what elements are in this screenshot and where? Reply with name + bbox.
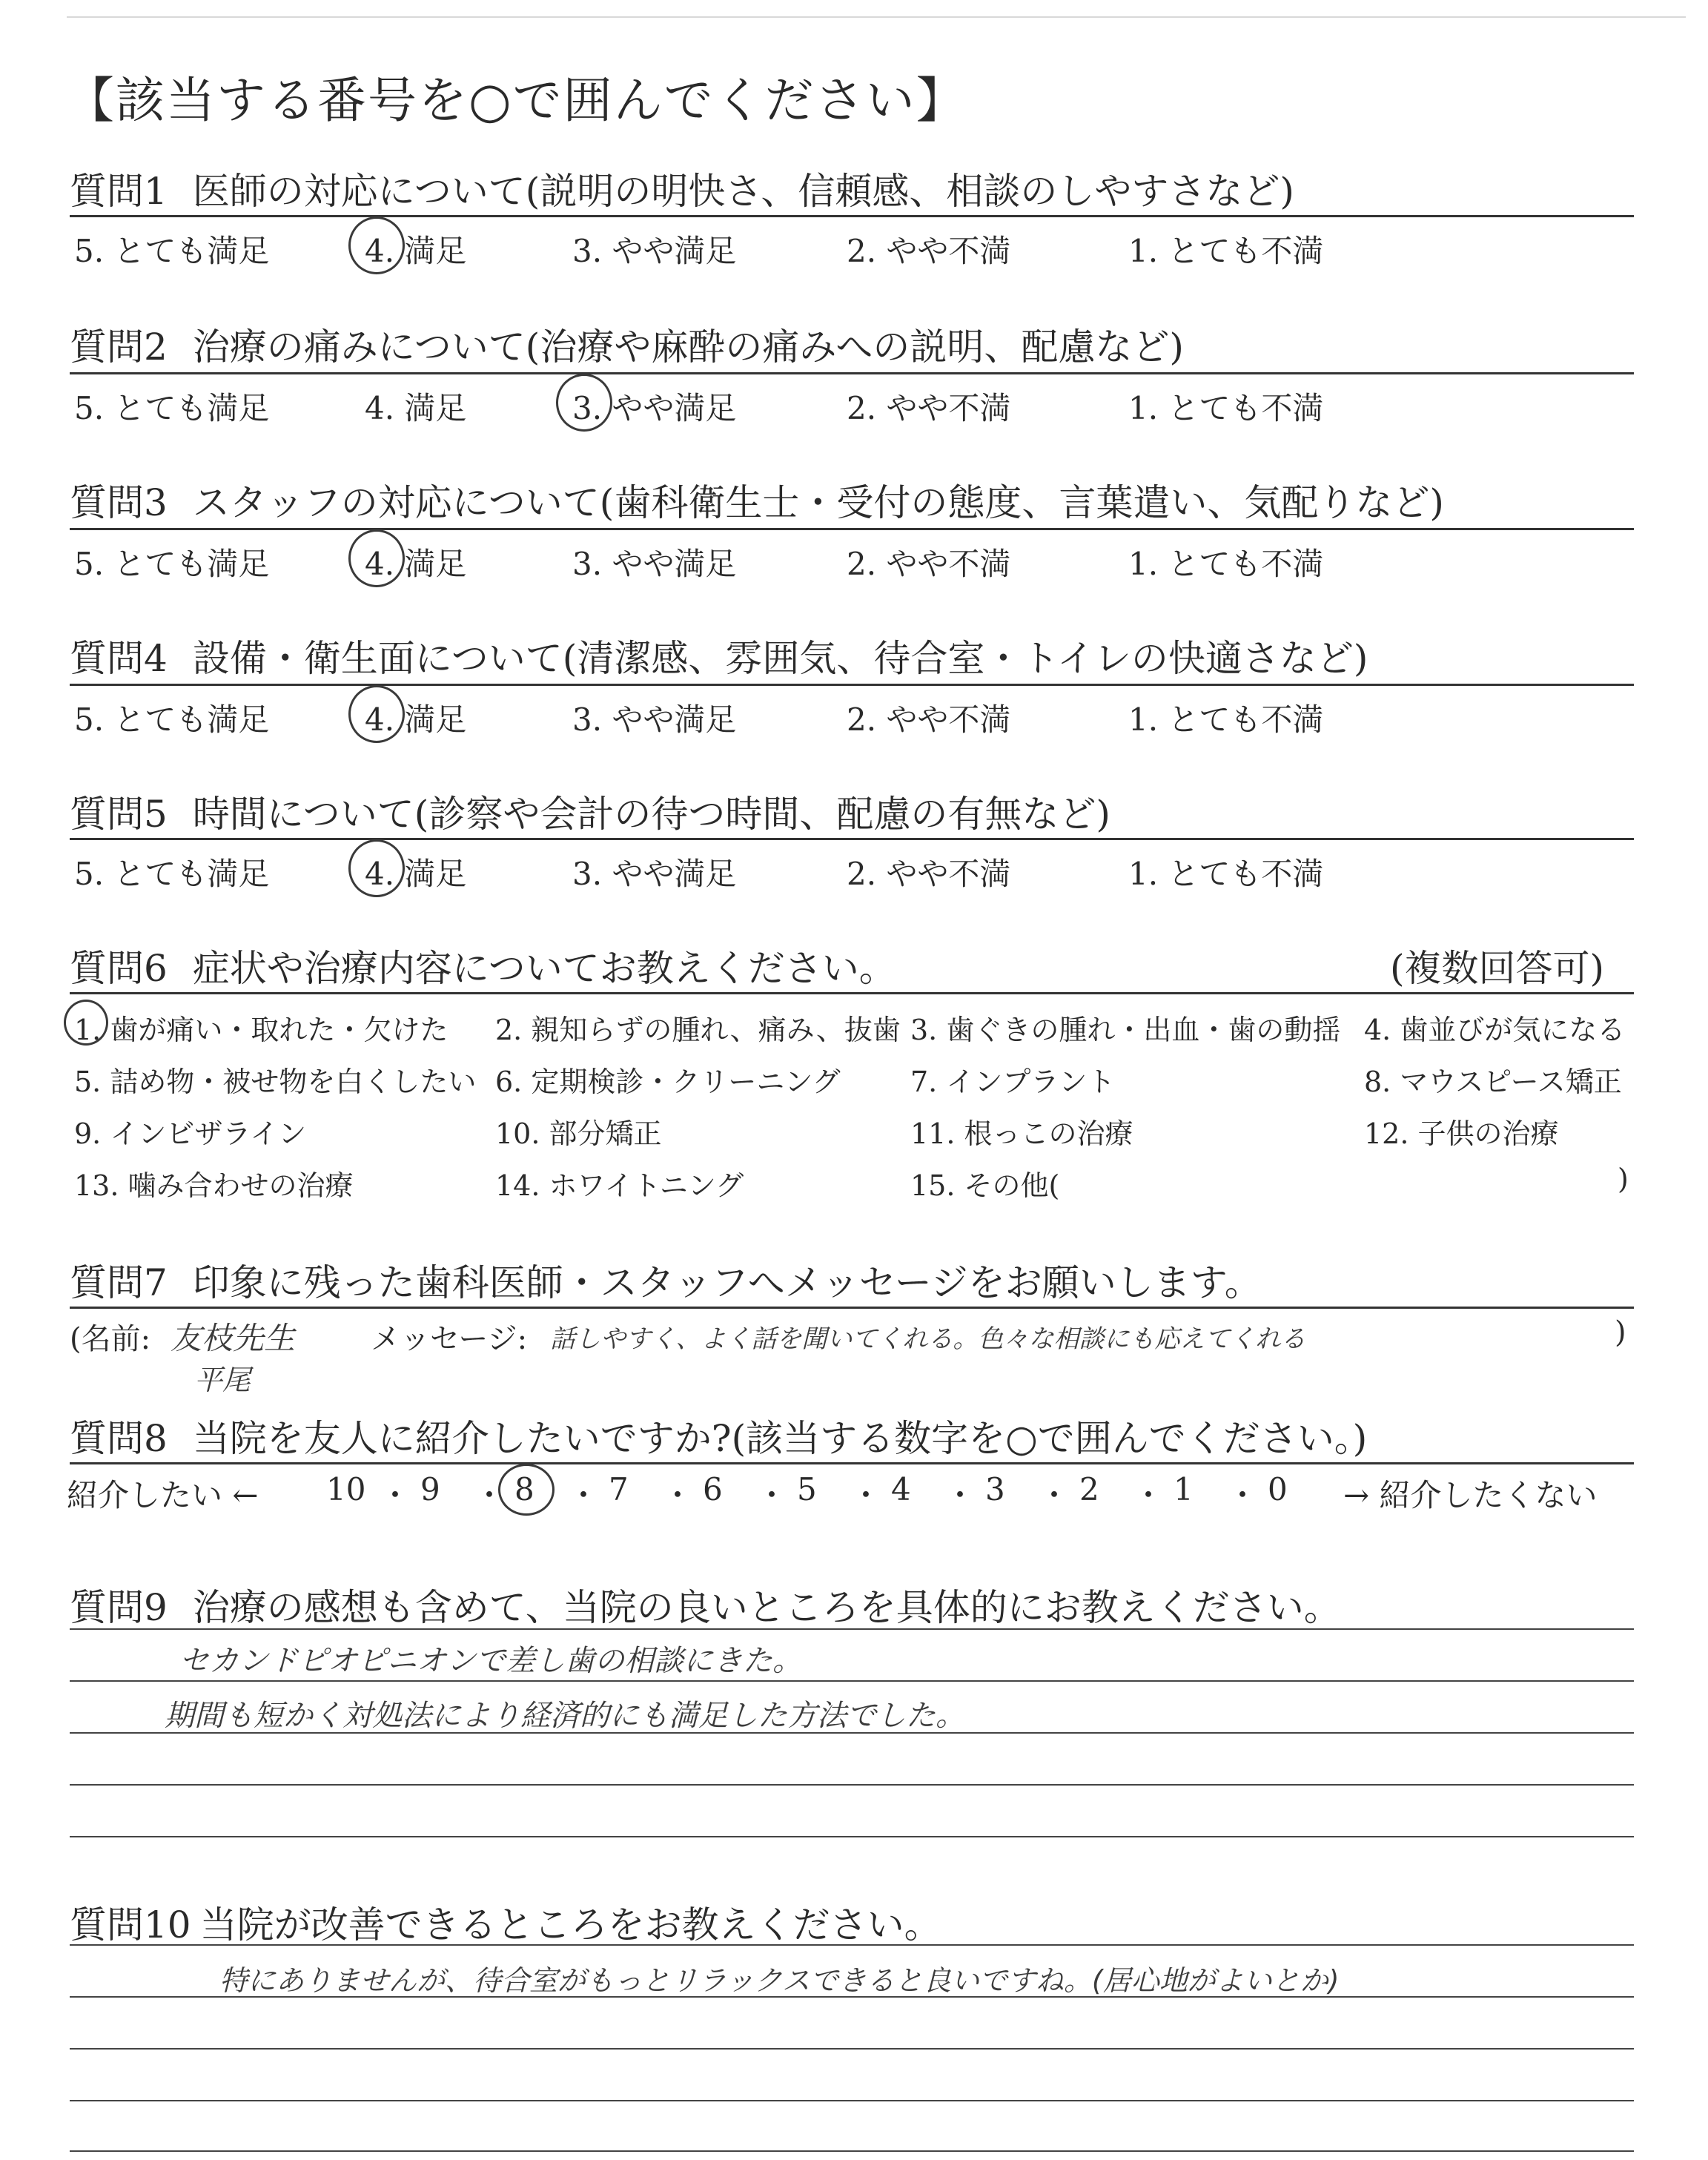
form-heading: 【該当する番号を○で囲んでください】 [65,72,967,129]
question-2-options [0,384,1708,429]
q9-answer-line-1: セカンドピオピニオンで差し歯の相談にきた。 [179,1644,802,1678]
rating-option[interactable]: 1. とても不満 [1128,856,1324,892]
question-8-rule [70,1462,1634,1464]
question-title: 治療の感想も含めて、当院の良いところを具体的にお教えください。 [192,1586,1341,1629]
selected-circle-mark [348,685,405,743]
scale-number[interactable]: 8 [514,1471,534,1507]
question-title: 時間について(診察や会計の待つ時間、配慮の有無など) [192,793,1110,836]
message-label: メッセージ: [371,1322,528,1356]
question-number: 質問2 [70,326,168,369]
rating-option[interactable]: 2. やや不満 [847,390,1011,426]
question-8 [70,1409,1367,1462]
question-number: 質問6 [70,947,168,990]
rating-option[interactable]: 5. とても満足 [74,701,270,738]
question-title: 印象に残った歯科医師・スタッフへメッセージをお願いします。 [192,1261,1262,1304]
question-number: 質問5 [70,793,168,836]
q9-line-5 [70,1836,1634,1837]
symptom-option[interactable]: 3. 歯ぐきの腫れ・出血・歯の動揺 [910,1014,1341,1046]
symptom-option[interactable]: 8. マウスピース矯正 [1364,1066,1622,1098]
scale-number[interactable]: 0 [1268,1471,1288,1507]
rating-option[interactable]: 3. やや満足 [572,701,737,738]
question-title: 医師の対応について(説明の明快さ、信頼感、相談のしやすさなど) [192,170,1294,213]
symptom-option[interactable]: 4. 歯並びが気になる [1364,1014,1626,1046]
question-6-rule [70,992,1634,994]
q10-answer-line-1: 特にありませんが、待合室がもっとリラックスできると良いですね。(居心地がよいとか) [219,1964,1340,1997]
scale-dot: ・ [756,1477,788,1513]
question-number: 質問7 [70,1261,168,1304]
symptom-option[interactable]: 11. 根っこの治療 [910,1117,1133,1150]
rating-option[interactable]: 2. やや不満 [847,546,1011,582]
scale-dot: ・ [1039,1477,1070,1513]
rating-option[interactable]: 1. とても不満 [1128,233,1324,269]
q10-line-1 [70,1944,1634,1946]
top-edge-line [67,16,1686,18]
question-title: 設備・衛生面について(清潔感、雰囲気、待合室・トイレの快適さなど) [192,637,1368,680]
handwritten-message: 話しやすく、よく話を聞いてくれる。色々な相談にも応えてくれる [550,1324,1306,1354]
rating-option[interactable]: 3. やや満足 [572,546,737,582]
handwritten-name-2: 平尾 [194,1364,251,1396]
rating-option[interactable]: 5. とても満足 [74,856,270,892]
scale-left-label: 紹介したい ← [67,1477,259,1513]
scale-number[interactable]: 3 [985,1471,1005,1507]
question-7-rule [70,1307,1634,1309]
question-1-rule [70,215,1634,217]
rating-option[interactable]: 5. とても満足 [74,233,270,269]
selected-circle-mark [64,1000,108,1046]
rating-option[interactable]: 2. やや不満 [847,233,1011,269]
question-title: スタッフの対応について(歯科衛生士・受付の態度、言葉遣い、気配りなど) [192,481,1444,524]
selected-circle-mark [348,529,405,587]
scale-number[interactable]: 10 [326,1471,366,1507]
symptom-option[interactable]: 13. 噛み合わせの治療 [74,1169,354,1202]
scale-number[interactable]: 9 [420,1471,440,1507]
scale-dot: ・ [1227,1477,1259,1513]
rating-option[interactable]: 5. とても満足 [74,546,270,582]
rating-option[interactable]: 4. 満足 [365,390,467,426]
q9-line-2 [70,1680,1634,1682]
rating-option[interactable]: 5. とても満足 [74,390,270,426]
question-1 [70,162,1294,215]
symptom-option[interactable]: 2. 親知らずの腫れ、痛み、抜歯 [495,1014,901,1046]
question-3-rule [70,528,1634,530]
question-10 [70,1895,941,1949]
rating-option[interactable]: 4. 満足 [365,856,467,892]
scale-number[interactable]: 6 [703,1471,723,1507]
question-number: 質問9 [70,1586,168,1629]
question-4 [70,629,1368,682]
question-number: 質問4 [70,637,168,680]
question-title: 当院が改善できるところをお教えください。 [199,1903,941,1946]
question-7 [70,1253,1262,1307]
symptom-option[interactable]: 9. インビザライン [74,1117,307,1150]
rating-option[interactable]: 2. やや不満 [847,856,1011,892]
question-6 [70,939,896,992]
scale-dot: ・ [568,1477,600,1513]
q10-line-4 [70,2100,1634,2101]
rating-option[interactable]: 1. とても不満 [1128,390,1324,426]
question-number: 質問8 [70,1417,168,1460]
rating-option[interactable]: 4. 満足 [365,233,467,269]
message-close-paren: ) [1615,1315,1626,1350]
scale-number[interactable]: 2 [1079,1471,1099,1507]
question-number: 質問1 [70,170,168,213]
symptom-option[interactable]: 14. ホワイトニング [495,1169,744,1202]
recommend-scale [0,1471,1708,1516]
question-4-options [0,696,1708,740]
scale-number[interactable]: 4 [891,1471,911,1507]
scale-dot: ・ [662,1477,694,1513]
question-3 [70,473,1444,526]
question-1-options [0,227,1708,271]
question-5-options [0,850,1708,894]
rating-option[interactable]: 1. とても不満 [1128,546,1324,582]
name-label: (名前: [70,1322,151,1356]
question-4-rule [70,684,1634,686]
rating-option[interactable]: 3. やや満足 [572,390,737,426]
scale-dot: ・ [1133,1477,1165,1513]
question-2-rule [70,372,1634,374]
symptom-option[interactable]: 10. 部分矯正 [495,1117,662,1150]
other-close-paren: ) [1618,1163,1629,1195]
scale-dot: ・ [850,1477,882,1513]
symptom-option[interactable]: 1. 歯が痛い・取れた・欠けた [74,1014,448,1046]
symptom-option[interactable]: 12. 子供の治療 [1364,1117,1559,1150]
rating-option[interactable]: 3. やや満足 [572,233,737,269]
symptom-option[interactable]: 5. 詰め物・被せ物を白くしたい [74,1066,477,1098]
scale-number[interactable]: 7 [609,1471,629,1507]
scale-right-label: → 紹介したくない [1343,1477,1598,1513]
question-2 [70,317,1184,371]
handwritten-name: 友枝先生 [171,1320,296,1356]
rating-option[interactable]: 4. 満足 [365,546,467,582]
symptom-option[interactable]: 15. その他( [910,1169,1060,1202]
question-number: 質問10 [70,1903,191,1946]
selected-circle-mark [348,217,405,274]
symptom-option[interactable]: 6. 定期検診・クリーニング [495,1066,841,1098]
question-5-rule [70,838,1634,840]
question-3-options [0,540,1708,584]
scale-dot: ・ [944,1477,976,1513]
question-title: 治療の痛みについて(治療や麻酔の痛みへの説明、配慮など) [192,326,1184,369]
rating-option[interactable]: 3. やや満足 [572,856,737,892]
question-9 [70,1578,1341,1631]
q10-line-5 [70,2150,1634,2152]
q9-line-1 [70,1628,1634,1630]
rating-option[interactable]: 1. とても不満 [1128,701,1324,738]
question-title: 当院を友人に紹介したいですか?(該当する数字を○で囲んでください。) [192,1417,1368,1460]
scale-number[interactable]: 1 [1174,1471,1194,1507]
question-number: 質問3 [70,481,168,524]
scale-dot: ・ [380,1477,411,1513]
question-5 [70,785,1110,838]
multiple-answer-note: (複数回答可) [1389,947,1604,990]
selected-circle-mark [498,1464,555,1516]
q9-answer-line-2: 期間も短かく対処法により経済的にも満足した方法でした。 [165,1699,965,1733]
rating-option[interactable]: 4. 満足 [365,701,467,738]
scale-dot: ・ [474,1477,506,1513]
symptom-option[interactable]: 7. インプラント [910,1066,1116,1098]
question-title: 症状や治療内容についてお教えください。 [192,947,896,990]
selected-circle-mark [556,374,612,432]
rating-option[interactable]: 2. やや不満 [847,701,1011,738]
q10-line-3 [70,2048,1634,2050]
selected-circle-mark [348,839,405,897]
q9-line-4 [70,1784,1634,1786]
scale-number[interactable]: 5 [797,1471,817,1507]
